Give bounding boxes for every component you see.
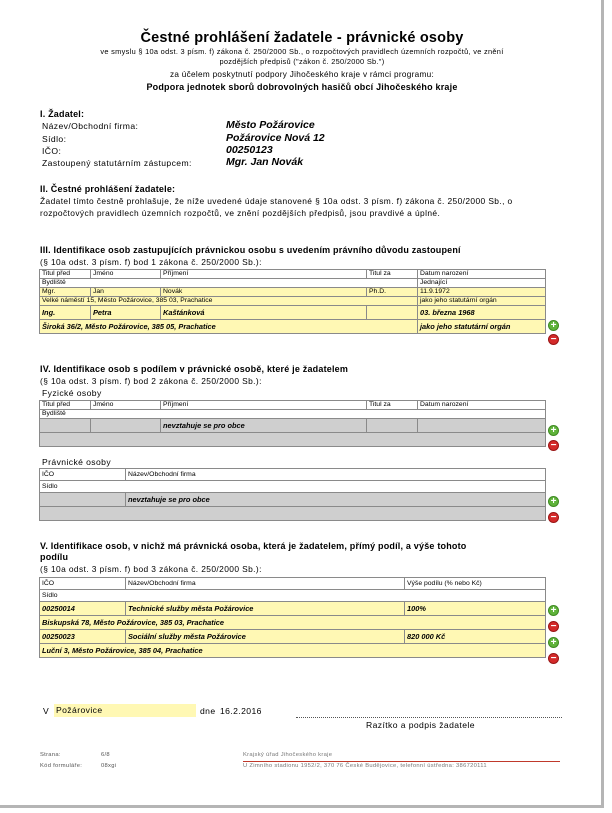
section4-heading: IV. Identifikace osob s podílem v právnické osobě, které je žadatelem	[40, 364, 349, 374]
cell-first-name[interactable]: Petra	[91, 306, 161, 320]
table-row	[40, 630, 546, 644]
remove-row-icon[interactable]: −	[548, 334, 559, 345]
footer-address: U Zimního stadionu 1952/2, 370 76 České Budějovice, telefonní ústředna: 386720111	[243, 763, 487, 769]
signature-caption: Razítko a podpis žadatele	[366, 720, 475, 730]
col-title-before: Titul před	[40, 401, 91, 410]
col-first-name: Jméno	[91, 401, 161, 410]
representative-label: Zastoupený statutárním zástupcem:	[42, 158, 192, 168]
col-reason: Jednající	[418, 279, 546, 288]
cell-dob[interactable]: 03. března 1968	[418, 306, 546, 320]
col-address: Bydliště	[40, 279, 418, 288]
remove-row-icon[interactable]: −	[548, 512, 559, 523]
cell-title-before[interactable]: Mgr.	[40, 288, 91, 297]
col-dob: Datum narození	[418, 401, 546, 410]
natural-persons-heading: Fyzické osoby	[42, 388, 102, 398]
col-ico: IČO	[40, 469, 126, 481]
table-row	[40, 433, 546, 447]
footer-divider	[243, 761, 560, 762]
col-share: Výše podílu (% nebo Kč)	[405, 578, 546, 590]
cell-last-name[interactable]: Novák	[161, 288, 367, 297]
add-row-icon[interactable]: +	[548, 496, 559, 507]
cell-share[interactable]: 820 000 Kč	[405, 630, 546, 644]
cell-share[interactable]: 100%	[405, 602, 546, 616]
add-row-icon[interactable]: +	[548, 425, 559, 436]
section3-note: (§ 10a odst. 3 písm. f) bod 1 zákona č. 250/2000 Sb.):	[40, 257, 262, 267]
col-title-after: Titul za	[367, 270, 418, 279]
subtitle-line-1: ve smyslu § 10a odst. 3 písm. f) zákona č. 250/2000 Sb., o rozpočtových pravidlech územních rozpočtů, ve znění	[100, 47, 504, 56]
table-row	[40, 493, 546, 507]
table-header-row	[40, 410, 546, 419]
col-last-name: Příjmení	[161, 401, 367, 410]
footer-form-label: Kód formuláře:	[40, 763, 83, 769]
signature-line	[296, 717, 562, 718]
remove-row-icon[interactable]: −	[548, 621, 559, 632]
cell-address[interactable]: Velké náměstí 15, Město Požárovice, 385 03, Prachatice	[40, 297, 418, 306]
applicant-heading: I. Žadatel:	[40, 109, 85, 119]
cell-title-before[interactable]: Ing.	[40, 306, 91, 320]
table-row	[40, 306, 546, 320]
cell-ico[interactable]: 00250014	[40, 602, 126, 616]
subtitle-line-2: pozdějších předpisů ("zákon č. 250/2000 Sb.")	[219, 57, 385, 66]
seat-value[interactable]: Požárovice Nová 12	[226, 132, 325, 144]
cell-name[interactable]: Technické služby města Požárovice	[126, 602, 405, 616]
footer-form-value: 08xgi	[101, 763, 117, 769]
col-address: Bydliště	[40, 410, 546, 419]
cell-not-applicable: nevztahuje se pro obce	[126, 493, 546, 507]
place-prefix: V	[43, 706, 50, 716]
col-first-name: Jméno	[91, 270, 161, 279]
add-row-icon[interactable]: +	[548, 605, 559, 616]
cell-first-name	[91, 419, 161, 433]
ico-label: IČO:	[42, 146, 62, 156]
table-row	[40, 507, 546, 521]
natural-persons-table	[39, 400, 546, 447]
col-title-after: Titul za	[367, 401, 418, 410]
col-name: Název/Obchodní firma	[126, 469, 546, 481]
cell-seat[interactable]: Luční 3, Město Požárovice, 385 04, Prachatice	[40, 644, 546, 658]
table-header-row	[40, 578, 546, 590]
legal-persons-heading: Právnické osoby	[42, 457, 112, 467]
col-dob: Datum narození	[418, 270, 546, 279]
table-row	[40, 320, 546, 334]
representatives-table	[39, 269, 546, 334]
cell-not-applicable: nevztahuje se pro obce	[161, 419, 367, 433]
section4-note: (§ 10a odst. 3 písm. f) bod 2 zákona č. 250/2000 Sb.):	[40, 376, 262, 386]
cell-address	[40, 433, 546, 447]
table-row	[40, 297, 546, 306]
name-value[interactable]: Město Požárovice	[226, 119, 315, 131]
cell-reason[interactable]: jako jeho statutární orgán	[418, 297, 546, 306]
seat-label: Sídlo:	[42, 134, 67, 144]
footer-page-value: 6/8	[101, 752, 110, 758]
footer-org: Krajský úřad Jihočeského kraje	[243, 752, 333, 758]
table-header-row	[40, 469, 546, 481]
place-input[interactable]: Požárovice	[54, 704, 196, 717]
col-ico: IČO	[40, 578, 126, 590]
col-title-before: Titul před	[40, 270, 91, 279]
cell-title-after[interactable]: Ph.D.	[367, 288, 418, 297]
table-row	[40, 419, 546, 433]
table-header-row	[40, 279, 546, 288]
table-header-row	[40, 270, 546, 279]
col-seat: Sídlo	[40, 590, 546, 602]
remove-row-icon[interactable]: −	[548, 653, 559, 664]
table-row	[40, 644, 546, 658]
cell-seat	[40, 507, 546, 521]
name-label: Název/Obchodní firma:	[42, 121, 139, 131]
cell-reason[interactable]: jako jeho statutární orgán	[418, 320, 546, 334]
add-row-icon[interactable]: +	[548, 320, 559, 331]
col-seat: Sídlo	[40, 481, 546, 493]
document-title: Čestné prohlášení žadatele - právnické osoby	[140, 30, 464, 46]
cell-dob	[418, 419, 546, 433]
section5-heading-line-2: podílu	[40, 552, 69, 562]
table-header-row	[40, 590, 546, 602]
cell-title-after	[367, 419, 418, 433]
table-row	[40, 616, 546, 630]
col-name: Název/Obchodní firma	[126, 578, 405, 590]
section5-note: (§ 10a odst. 3 písm. f) bod 3 zákona č. 250/2000 Sb.):	[40, 564, 262, 574]
cell-title-before	[40, 419, 91, 433]
footer-page-label: Strana:	[40, 752, 61, 758]
cell-ico	[40, 493, 126, 507]
date-value[interactable]: 16.2.2016	[220, 706, 262, 716]
cell-name[interactable]: Sociální služby města Požárovice	[126, 630, 405, 644]
ownership-table	[39, 577, 546, 658]
cell-ico[interactable]: 00250023	[40, 630, 126, 644]
program-name: Podpora jednotek sborů dobrovolných hasičů obcí Jihočeského kraje	[146, 82, 458, 92]
col-last-name: Příjmení	[161, 270, 367, 279]
subtitle-line-3: za účelem poskytnutí podpory Jihočeského kraje v rámci programu:	[169, 70, 435, 79]
cell-seat[interactable]: Biskupská 78, Město Požárovice, 385 03, Prachatice	[40, 616, 546, 630]
remove-row-icon[interactable]: −	[548, 440, 559, 451]
table-header-row	[40, 401, 546, 410]
cell-last-name[interactable]: Kaštánková	[161, 306, 367, 320]
table-row	[40, 288, 546, 297]
representative-value[interactable]: Mgr. Jan Novák	[226, 156, 304, 168]
declaration-heading: II. Čestné prohlášení žadatele:	[40, 184, 176, 194]
table-row	[40, 602, 546, 616]
table-header-row	[40, 481, 546, 493]
section3-heading: III. Identifikace osob zastupujících právnickou osobu s uvedením právního důvodu zastoupení	[40, 245, 461, 255]
date-prefix: dne	[200, 706, 216, 716]
ico-value[interactable]: 00250123	[226, 144, 273, 156]
cell-first-name[interactable]: Jan	[91, 288, 161, 297]
cell-title-after[interactable]	[367, 306, 418, 320]
cell-address[interactable]: Široká 36/2, Město Požárovice, 385 05, Prachatice	[40, 320, 418, 334]
declaration-text: Žadatel tímto čestně prohlašuje, že níže uvedené údaje stanovené § 10a odst. 3 písm. f) zákona č. 250/2000 Sb., o rozpočtových pravidlech územních rozpočtů, ve znění pozdějších předpisů, jsou pravdivé a úplné.	[40, 196, 513, 218]
cell-dob[interactable]: 11.9.1972	[418, 288, 546, 297]
legal-persons-table	[39, 468, 546, 521]
add-row-icon[interactable]: +	[548, 637, 559, 648]
section5-heading-line-1: V. Identifikace osob, v nichž má právnická osoba, která je žadatelem, přímý podíl, a výše tohoto	[40, 541, 467, 551]
